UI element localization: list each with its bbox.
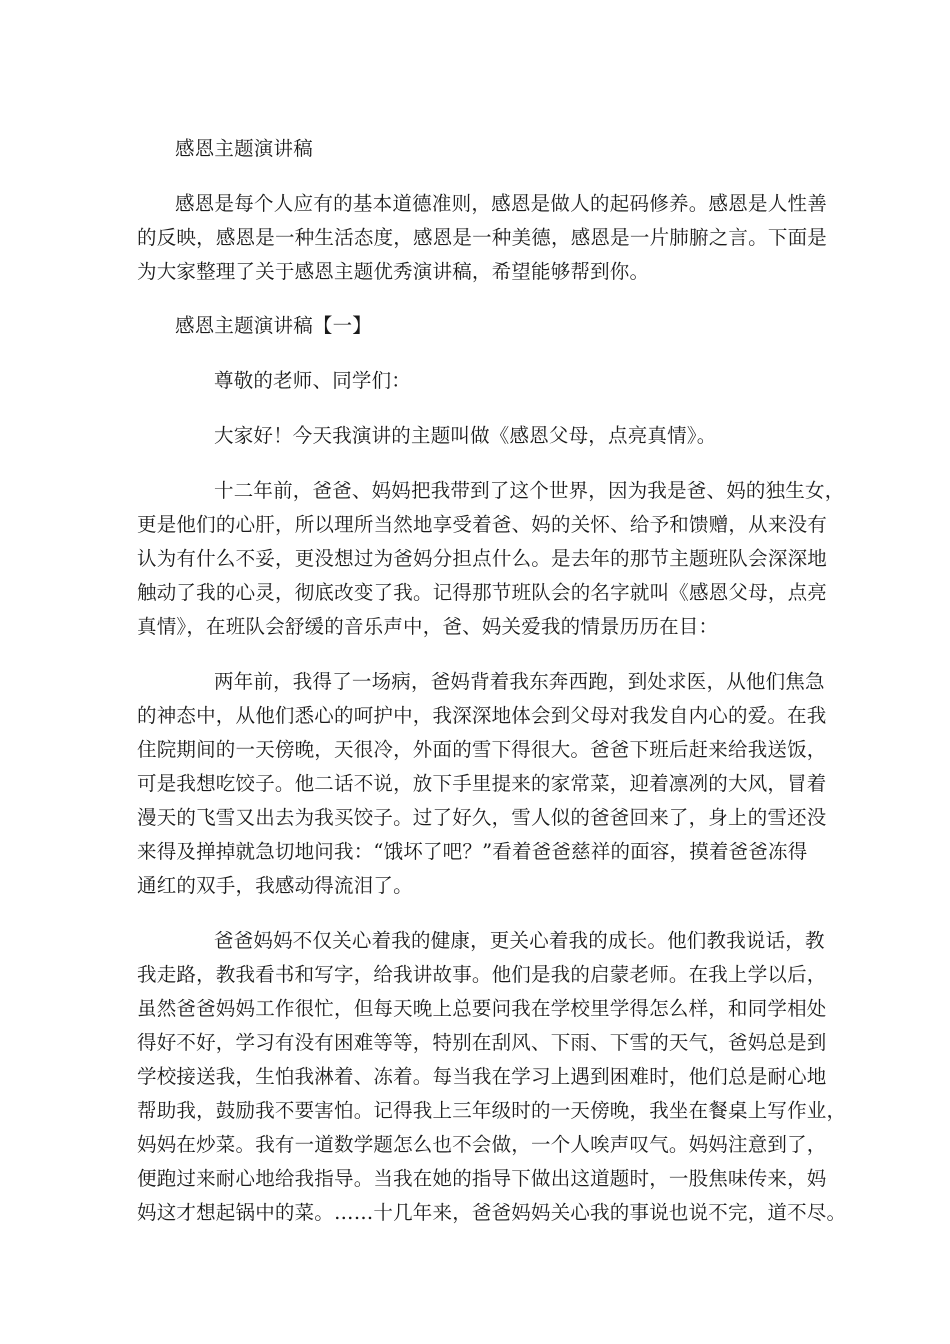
greeting: 大家好！今天我演讲的主题叫做《感恩父母，点亮真情》。: [214, 424, 717, 447]
text-line: 爸爸妈妈不仅关心着我的健康，更关心着我的成长。他们教我说话，教: [214, 929, 825, 952]
text-line: 为大家整理了关于感恩主题优秀演讲稿，希望能够帮到你。: [137, 260, 650, 283]
text-line: 通红的双手，我感动得流泪了。: [137, 874, 413, 897]
text-line: 更是他们的心肝，所以理所当然地享受着爸、妈的关怀、给予和馈赠，从来没有: [137, 513, 827, 536]
text-line: 真情》，在班队会舒缓的音乐声中，爸、妈关爱我的情景历历在目：: [137, 615, 719, 638]
text-line: 的神态中，从他们悉心的呵护中，我深深地体会到父母对我发自内心的爱。在我: [137, 704, 827, 727]
text-line: 便跑过来耐心地给我指导。当我在她的指导下做出这道题时，一股焦味传来，妈: [137, 1167, 827, 1190]
text-line: 十二年前，爸爸、妈妈把我带到了这个世界，因为我是爸、妈的独生女，: [214, 479, 845, 502]
document-title: 感恩主题演讲稿: [175, 137, 313, 160]
text-line: 两年前，我得了一场病，爸妈背着我东奔西跑，到处求医，从他们焦急: [214, 670, 825, 693]
text-line: 认为有什么不妥，更没想过为爸妈分担点什么。是去年的那节主题班队会深深地: [137, 547, 827, 570]
text-line: 住院期间的一天傍晚，天很冷，外面的雪下得很大。爸爸下班后赶来给我送饭，: [137, 738, 827, 761]
text-line: 来得及掸掉就急切地问我：“饿坏了吧？”看着爸爸慈祥的面容，摸着爸爸冻得: [137, 840, 808, 863]
salutation: 尊敬的老师、同学们：: [214, 369, 412, 392]
text-line: 得好不好，学习有没有困难等等，特别在刮风、下雨、下雪的天气，爸妈总是到: [137, 1031, 827, 1054]
text-line: 可是我想吃饺子。他二话不说，放下手里提来的家常菜，迎着凛冽的大风，冒着: [137, 772, 827, 795]
text-line: 我走路，教我看书和写字，给我讲故事。他们是我的启蒙老师。在我上学以后，: [137, 963, 827, 986]
section-heading: 感恩主题演讲稿【一】: [175, 314, 373, 337]
text-line: 感恩是每个人应有的基本道德准则，感恩是做人的起码修养。感恩是人性善: [175, 192, 827, 215]
text-line: 妈妈在炒菜。我有一道数学题怎么也不会做，一个人唉声叹气。妈妈注意到了，: [137, 1133, 827, 1156]
text-line: 帮助我，鼓励我不要害怕。记得我上三年级时的一天傍晚，我坐在餐桌上写作业，: [137, 1099, 847, 1122]
text-line: 学校接送我，生怕我淋着、冻着。每当我在学习上遇到困难时，他们总是耐心地: [137, 1065, 827, 1088]
text-line: 妈这才想起锅中的菜。……十几年来，爸爸妈妈关心我的事说也说不完，道不尽。: [137, 1201, 847, 1224]
text-line: 的反映，感恩是一种生活态度，感恩是一种美德，感恩是一片肺腑之言。下面是: [137, 226, 827, 249]
text-line: 漫天的飞雪又出去为我买饺子。过了好久，雪人似的爸爸回来了，身上的雪还没: [137, 806, 827, 829]
text-line: 虽然爸爸妈妈工作很忙，但每天晚上总要问我在学校里学得怎么样，和同学相处: [137, 997, 827, 1020]
text-line: 触动了我的心灵，彻底改变了我。记得那节班队会的名字就叫《感恩父母，点亮: [137, 581, 827, 604]
